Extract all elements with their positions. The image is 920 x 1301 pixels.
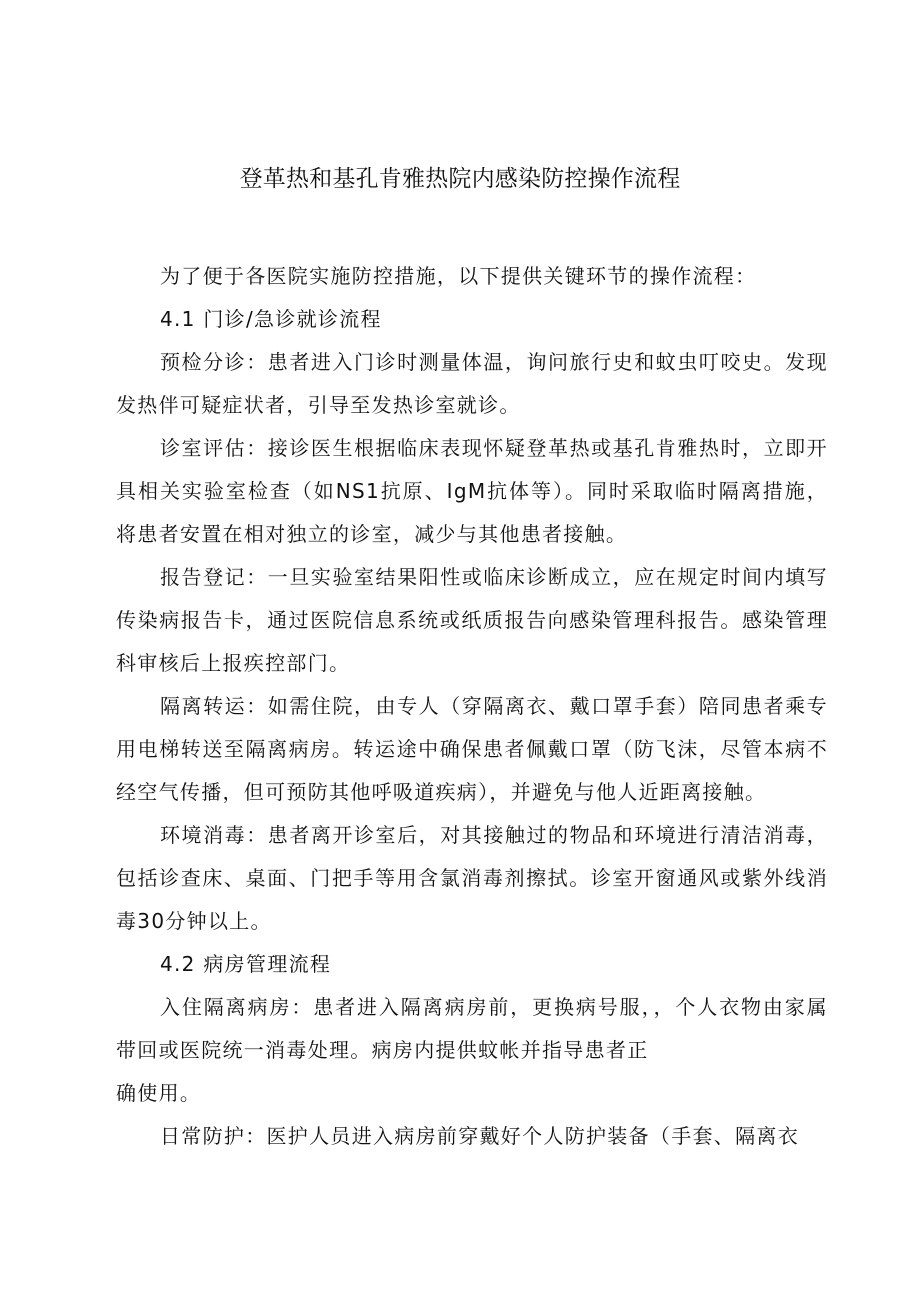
reporting-paragraph: 报告登记：一旦实验室结果阳性或临床诊断成立，应在规定时间内填写传染病报告卡，通过医院信息系统或纸质报告向感染管理科报告。感染管理科审核后上报疾控部门。	[116, 565, 828, 675]
intro-paragraph: 为了便于各医院实施防控措施，以下提供关键环节的操作流程：	[160, 264, 757, 288]
section-4-1-heading: 4.1 门诊/急诊就诊流程	[160, 307, 382, 331]
assessment-paragraph: 诊室评估：接诊医生根据临床表现怀疑登革热或基孔肯雅热时，立即开具相关实验室检查（如NS1抗原、IgM抗体等）。同时采取临时隔离措施，将患者安置在相对独立的诊室，减少与其他患者接触。	[116, 436, 828, 546]
admission-paragraph-continuation: 确使用。	[116, 1081, 202, 1105]
daily-protection-paragraph: 日常防护：医护人员进入病房前穿戴好个人防护装备（手套、隔离衣	[160, 1124, 799, 1148]
triage-paragraph: 预检分诊：患者进入门诊时测量体温，询问旅行史和蚊虫叮咬史。发现发热伴可疑症状者，引导至发热诊室就诊。	[116, 350, 828, 417]
section-4-2-heading: 4.2 病房管理流程	[160, 952, 332, 976]
document-title: 登革热和基孔肯雅热院内感染防控操作流程	[239, 166, 681, 192]
disinfection-paragraph: 环境消毒：患者离开诊室后，对其接触过的物品和环境进行清洁消毒，包括诊查床、桌面、门把手等用含氯消毒剂擦拭。诊室开窗通风或紫外线消毒30分钟以上。	[116, 823, 828, 933]
transfer-paragraph: 隔离转运：如需住院，由专人（穿隔离衣、戴口罩手套）陪同患者乘专用电梯转送至隔离病房。转运途中确保患者佩戴口罩（防飞沫，尽管本病不经空气传播，但可预防其他呼吸道疾病），并避免与他人近距离接触。	[116, 694, 828, 804]
admission-paragraph: 入住隔离病房：患者进入隔离病房前，更换病号服，，个人衣物由家属带回或医院统一消毒处理。病房内提供蚊帐并指导患者正	[116, 995, 828, 1062]
